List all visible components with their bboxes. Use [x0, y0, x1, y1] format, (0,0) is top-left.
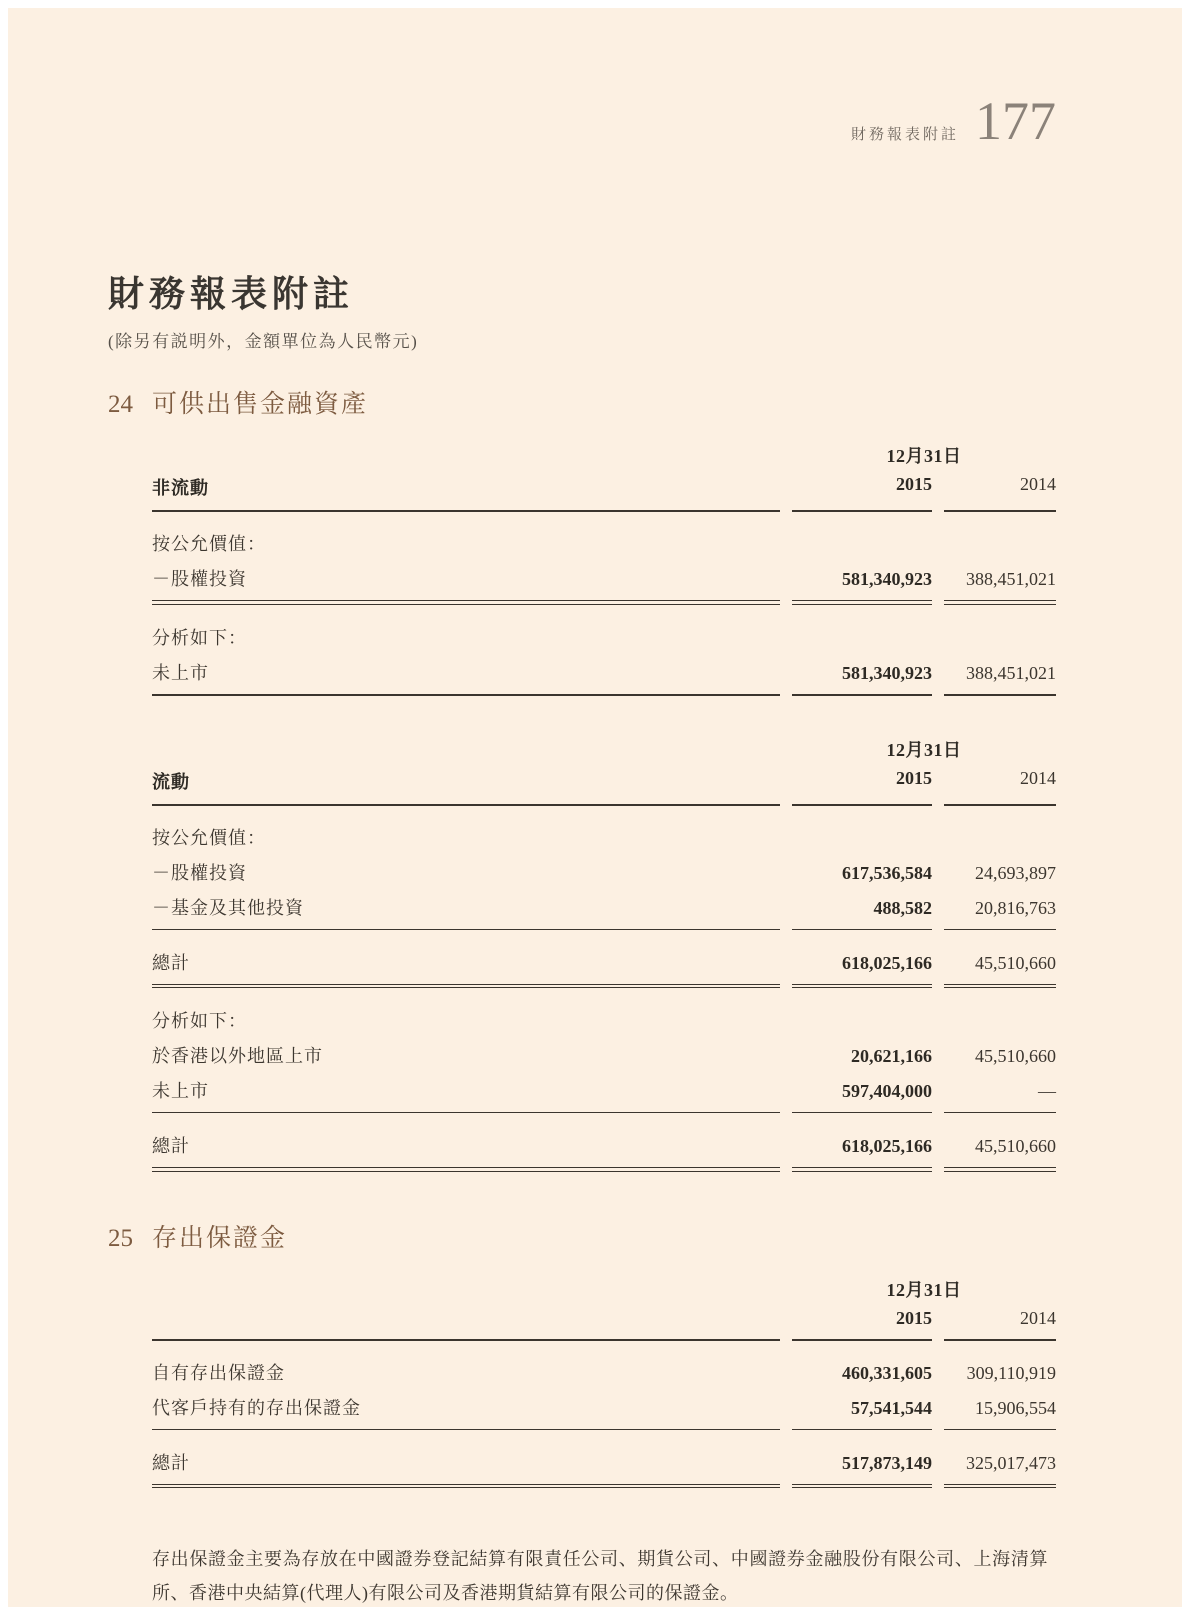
rule-segment-y2015	[792, 600, 932, 605]
rule-segment-label	[152, 1167, 780, 1172]
row-label: 分析如下：	[152, 1011, 247, 1031]
running-header	[108, 91, 1056, 151]
document-subtitle: (除另有説明外，金額單位為人民幣元)	[108, 332, 419, 351]
section-24-title: 可供出售金融資產	[152, 391, 369, 418]
date-header-spacer	[152, 442, 780, 474]
date-header-spacer	[152, 1276, 780, 1308]
page-content	[8, 91, 1182, 1607]
table-rule-double	[152, 1167, 1056, 1172]
rule-segment-y2014	[944, 929, 1056, 930]
rule-segment-y2015	[792, 929, 932, 930]
table-row	[152, 1039, 1056, 1074]
value-2015: 581,340,923	[842, 662, 932, 683]
rule-segment-y2014	[944, 1339, 1056, 1341]
table-row	[152, 1004, 1056, 1039]
running-header-label: 財務報表附註	[850, 127, 959, 143]
table-rule-single	[152, 929, 1056, 930]
table-rule-heavy	[152, 1339, 1056, 1341]
value-2015: 57,541,544	[851, 1397, 932, 1418]
table-row	[152, 1129, 1056, 1164]
table-row	[152, 891, 1056, 926]
row-label: 分析如下：	[152, 627, 247, 648]
value-2015: 488,582	[873, 897, 932, 918]
table-row	[152, 821, 1056, 856]
rule-segment-label	[152, 929, 780, 930]
table-rule-double	[152, 984, 1056, 989]
table-year-header-row	[152, 1308, 1056, 1336]
row-label: 總計	[152, 952, 190, 973]
rule-segment-y2015	[792, 1167, 932, 1172]
table-row	[152, 527, 1056, 562]
section-25-title: 存出保證金	[152, 1224, 288, 1252]
value-2014	[944, 621, 1056, 656]
row-label: 未上市	[152, 662, 209, 683]
date-header: 12月31日	[886, 446, 962, 466]
row-label: －股權投資	[152, 569, 247, 589]
rule-segment-y2015	[792, 1484, 932, 1489]
table-row	[152, 621, 1056, 656]
date-header: 12月31日	[886, 739, 962, 760]
rule-segment-label	[152, 694, 780, 696]
table-row	[152, 656, 1056, 691]
table-date-header-row	[152, 442, 1056, 474]
row-label: 於香港以外地區上市	[152, 1046, 323, 1066]
rule-segment-y2014	[944, 600, 1056, 605]
table-row	[152, 1356, 1056, 1391]
date-header-spacer	[152, 736, 780, 768]
row-label: 未上市	[152, 1081, 209, 1101]
value-2015: 460,331,605	[842, 1362, 932, 1383]
table-year-header-row	[152, 768, 1056, 801]
row-label: 代客戶持有的存出保證金	[152, 1397, 361, 1418]
rule-segment-y2014	[944, 694, 1056, 696]
table-row	[152, 1391, 1056, 1426]
rule-segment-y2015	[792, 1112, 932, 1113]
table-caption-label	[152, 1308, 780, 1336]
rule-segment-label	[152, 600, 780, 605]
rule-segment-y2014	[944, 1167, 1056, 1172]
rule-segment-label	[152, 1339, 780, 1341]
rule-segment-y2015	[792, 694, 932, 696]
value-2014: —	[1038, 1081, 1056, 1101]
date-header: 12月31日	[886, 1279, 962, 1300]
rule-segment-label	[152, 1112, 780, 1113]
value-2015: 597,404,000	[842, 1081, 932, 1101]
year-col-2014: 2014	[1020, 1307, 1056, 1328]
section-24-tables	[152, 442, 1056, 1172]
financial-table	[152, 1276, 1056, 1489]
value-2014: 388,451,021	[966, 569, 1056, 589]
table-date-header-row	[152, 736, 1056, 768]
value-2014: 325,017,473	[966, 1452, 1056, 1473]
row-label: 按公允價值：	[152, 827, 266, 848]
table-row	[152, 1074, 1056, 1109]
rule-segment-y2014	[944, 1429, 1056, 1430]
table-rule-heavy	[152, 804, 1056, 806]
year-col-2015: 2015	[896, 767, 932, 788]
table-rule-single	[152, 1429, 1056, 1430]
table-row	[152, 1446, 1056, 1481]
value-2015: 617,536,584	[842, 862, 932, 883]
value-2014	[944, 1004, 1056, 1039]
year-col-2015: 2015	[896, 474, 932, 494]
rule-segment-y2014	[944, 804, 1056, 806]
rule-segment-y2015	[792, 510, 932, 512]
rule-segment-label	[152, 804, 780, 806]
value-2014: 24,693,897	[975, 862, 1056, 883]
table-caption-label: 流動	[152, 771, 190, 792]
section-24-number: 24	[108, 391, 133, 418]
table-row	[152, 946, 1056, 981]
document-title: 財務報表附註	[108, 274, 355, 314]
value-2014: 45,510,660	[975, 952, 1056, 973]
value-2015	[792, 1004, 932, 1039]
rule-segment-y2014	[944, 1112, 1056, 1113]
value-2015	[792, 821, 932, 856]
page-number: 177	[975, 91, 1056, 151]
table-rule-heavy	[152, 694, 1056, 696]
table-rule-double	[152, 600, 1056, 605]
table-row	[152, 562, 1056, 597]
value-2014: 45,510,660	[975, 1136, 1056, 1156]
rule-segment-y2014	[944, 510, 1056, 512]
section-24-heading	[108, 384, 1056, 420]
section-25-tables	[152, 1276, 1056, 1489]
rule-segment-label	[152, 1429, 780, 1430]
financial-table	[152, 736, 1056, 1172]
report-page	[8, 8, 1182, 1607]
rule-segment-y2015	[792, 984, 932, 989]
row-label: 按公允價值：	[152, 534, 266, 554]
rule-segment-y2015	[792, 1429, 932, 1430]
section-25-note: 存出保證金主要為存放在中國證券登記結算有限責任公司、期貨公司、中國證券金融股份有限公司、上海清算所、香港中央結算(代理人)有限公司及香港期貨結算有限公司的保證金。	[152, 1549, 1048, 1604]
value-2014	[944, 821, 1056, 856]
table-date-header-row	[152, 1276, 1056, 1308]
value-2015: 618,025,166	[842, 1136, 932, 1156]
year-col-2015: 2015	[896, 1307, 932, 1328]
rule-segment-y2015	[792, 804, 932, 806]
financial-table	[152, 442, 1056, 696]
year-col-2014: 2014	[1020, 474, 1056, 494]
value-2015	[792, 621, 932, 656]
rule-segment-label	[152, 510, 780, 512]
value-2015	[792, 527, 932, 562]
section-25-heading	[108, 1218, 1056, 1254]
value-2014: 45,510,660	[975, 1046, 1056, 1066]
section-25-number: 25	[108, 1224, 133, 1252]
row-label: 自有存出保證金	[152, 1362, 285, 1383]
rule-segment-label	[152, 984, 780, 989]
rule-segment-y2015	[792, 1339, 932, 1341]
row-label: 總計	[152, 1452, 190, 1473]
value-2015: 517,873,149	[842, 1452, 932, 1473]
table-rule-heavy	[152, 510, 1056, 512]
value-2014: 309,110,919	[966, 1362, 1056, 1383]
value-2015: 20,621,166	[851, 1046, 932, 1066]
value-2014: 20,816,763	[975, 897, 1056, 918]
rule-segment-y2014	[944, 984, 1056, 989]
table-rule-double	[152, 1484, 1056, 1489]
table-row	[152, 856, 1056, 891]
row-label: 總計	[152, 1136, 190, 1156]
rule-segment-y2014	[944, 1484, 1056, 1489]
year-col-2014: 2014	[1020, 767, 1056, 788]
table-caption-label: 非流動	[152, 478, 209, 498]
row-label: －股權投資	[152, 862, 247, 883]
row-label: －基金及其他投資	[152, 897, 304, 918]
value-2014: 388,451,021	[966, 662, 1056, 683]
value-2015: 581,340,923	[842, 569, 932, 589]
value-2015: 618,025,166	[842, 952, 932, 973]
value-2014	[944, 527, 1056, 562]
table-rule-single	[152, 1112, 1056, 1113]
rule-segment-label	[152, 1484, 780, 1489]
value-2014: 15,906,554	[975, 1397, 1056, 1418]
table-year-header-row	[152, 474, 1056, 507]
